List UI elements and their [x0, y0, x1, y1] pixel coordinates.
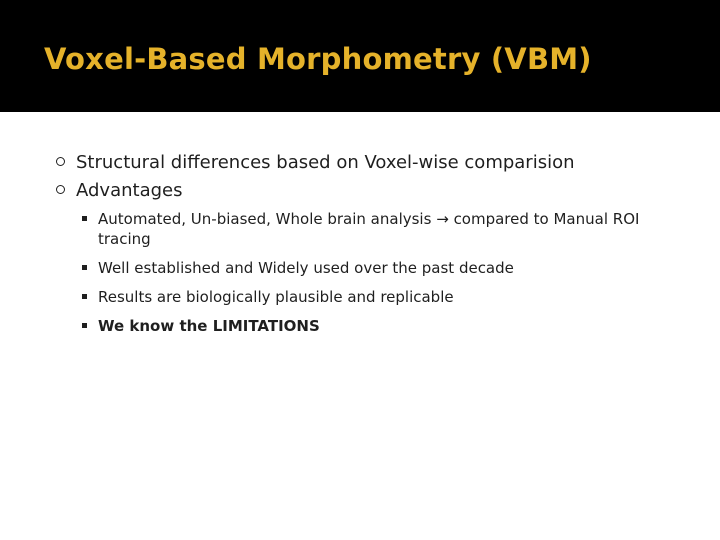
square-icon [82, 323, 87, 328]
sub-bullet-text: compared to Manual ROI tracing [98, 210, 640, 248]
arrow-right-icon: → [436, 210, 449, 228]
title-bar [0, 0, 720, 112]
square-icon [82, 216, 87, 221]
square-icon [82, 294, 87, 299]
sub-bullet-text: Results are biologically plausible and replicable [98, 288, 454, 306]
bullet-text: Structural differences based on Voxel-wise comparision [76, 152, 575, 173]
bullet-list [56, 149, 696, 205]
bullet-item [56, 149, 696, 177]
sub-bullet-item [80, 316, 680, 336]
bullet-item [56, 177, 696, 205]
sub-bullet-item [80, 287, 680, 307]
bullet-text: Advantages [76, 180, 183, 201]
sub-bullet-text: Automated, Un-biased, Whole brain analysis [98, 210, 432, 228]
ring-icon [56, 185, 65, 194]
slide-title: Voxel-Based Morphometry (VBM) [44, 42, 592, 76]
sub-bullet-item [80, 209, 680, 249]
sub-bullet-text: We know the LIMITATIONS [98, 317, 320, 335]
sub-bullet-item [80, 258, 680, 278]
square-icon [82, 265, 87, 270]
sub-bullet-list [80, 209, 680, 345]
ring-icon [56, 157, 65, 166]
sub-bullet-text: Well established and Widely used over the past decade [98, 259, 514, 277]
